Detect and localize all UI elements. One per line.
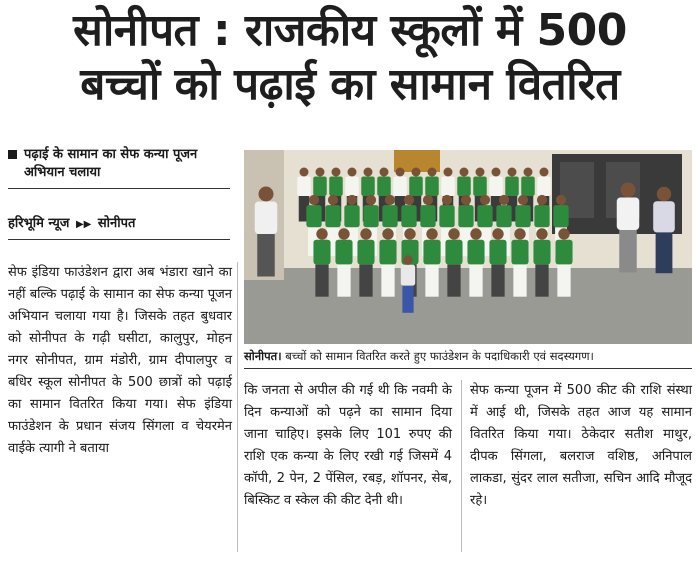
sidebar [8,146,230,240]
headline-line-2: बच्चों को पढ़ाई का सामान वितरित [80,59,620,110]
news-photo [244,150,692,344]
caption-place: सोनीपत। [244,349,282,363]
byline [8,215,230,240]
body-column-2: कि जनता से अपील की गई थी कि नवमी के दिन कन्याओं को पढ़ने का सामान दिया जाना चाहिए। इसके लिए 101 रुपए की राशि एक कन्या के लिए रखी गई जिसमें 4 कॉपी, 2 पेन, 2 पेंसिल, रबड़, शॉपनर, सेब, बिस्किट व स्केल की कीट देनी थी। [244,383,452,508]
subheadline [8,146,230,189]
subheadline-text: पढ़ाई के सामान का सेफ कन्या पूजन अभियान चलाया [24,147,198,180]
square-bullet-icon [8,150,17,159]
column-divider [461,380,462,552]
headline-line-1: सोनीपत : राजकीय स्कूलों में 500 [73,5,627,56]
double-arrow-icon: ▶▶ [75,219,92,230]
headline [8,4,692,112]
byline-location: सोनीपत [97,216,136,231]
caption-text: बच्चों को सामान वितरित करते हुए फाउंडेशन के पदाधिकारी एवं सदस्यगण। [285,349,594,363]
body-column-1: सेफ इंडिया फाउंडेशन द्वारा अब भंडारा खाने का नहीं बल्कि पढ़ाई के सामान का सेफ कन्या पूजन अभियान चलाया गया है। जिसके तहत बुधवार को सोनीपत के गढ़ी घसीटा, कालुपुर, मोहन नगर सोनीपत, ग्राम मंडोरी, ग्राम दीपालपुर व बधिर स्कूल सोनीपत के 500 छात्रों को पढ़ाई का सामान वितरित किया गया। सेफ इंडिया फाउंडेशन के प्रधान संजय सिंगला व चेयरमेन वाईके त्यागी ने बताया [8,265,232,456]
byline-source: हरिभूमि न्यूज [8,216,70,231]
column-divider [237,262,238,552]
body-column-3: सेफ कन्या पूजन में 500 कीट की राशि संस्था में आई थी, जिसके तहत आज यह सामान वितरित किया गया। ठेकेदार सतीश माथुर, दीपक सिंगला, बलराज वशिष्ठ, अनिपाल लाकडा, सुंदर लाल सतीजा, सचिन आदि मौजूद रहे। [470,383,692,508]
group-photo-illustration [244,150,692,344]
photo-caption [244,348,692,369]
